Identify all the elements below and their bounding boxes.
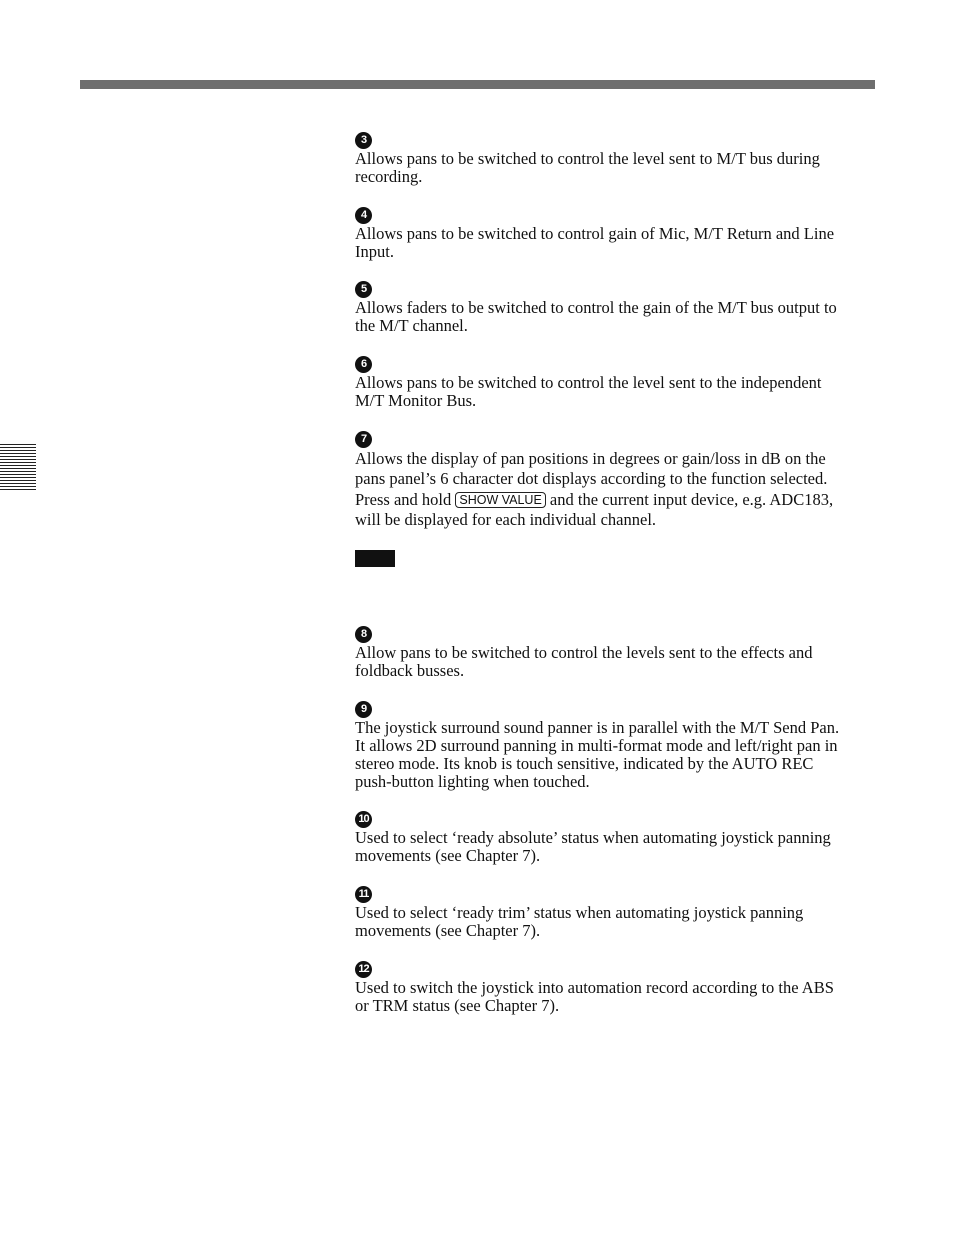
item-8 xyxy=(355,626,875,680)
item-number-badge: 7 xyxy=(355,431,372,448)
item-number-badge: 12 xyxy=(355,961,372,978)
item-description: Used to select ‘ready trim’ status when automating joystick panning movements (see Chapter 7). xyxy=(355,903,804,940)
item-description: Allows pans to be switched to control the level sent to the independent M/T Monitor Bus. xyxy=(355,373,822,410)
item-number-badge: 5 xyxy=(355,281,372,298)
item-number-badge: 4 xyxy=(355,207,372,224)
note-label-box xyxy=(355,550,395,567)
item-12 xyxy=(355,961,875,1015)
item-number-badge: 10 xyxy=(355,811,372,828)
item-number-badge: 6 xyxy=(355,356,372,373)
item-4 xyxy=(355,207,875,261)
item-5 xyxy=(355,281,875,335)
item-3 xyxy=(355,132,875,186)
item-text-after: and the current input device, e.g. ADC183, will be displayed for each individual channel. xyxy=(355,489,834,529)
item-description: Used to select ‘ready absolute’ status when automating joystick panning movements (see Chapter 7). xyxy=(355,828,831,865)
header-rule xyxy=(80,80,875,89)
item-description xyxy=(355,449,875,530)
item-number-badge: 3 xyxy=(355,132,372,149)
show-value-key: SHOW VALUE xyxy=(455,492,545,508)
item-7 xyxy=(355,431,875,530)
item-9 xyxy=(355,701,875,791)
item-10 xyxy=(355,811,875,865)
item-text-before: Allows the display of pan positions in degrees or gain/loss in dB on the pans panel’s 6 character dot displays according to the function selected. Press and hold xyxy=(355,449,828,509)
item-number-badge: 9 xyxy=(355,701,372,718)
item-description: The joystick surround sound panner is in parallel with the M/T Send Pan. It allows 2D surround panning in multi-format mode and left/right pan in stereo mode. Its knob is touch sensitive, indicated by the AUTO REC push-button lighting when touched. xyxy=(355,718,840,791)
item-6 xyxy=(355,356,875,410)
item-description: Allows faders to be switched to control the gain of the M/T bus output to the M/T channel. xyxy=(355,298,837,335)
item-description: Allows pans to be switched to control the level sent to M/T bus during recording. xyxy=(355,149,820,186)
item-description: Allows pans to be switched to control gain of Mic, M/T Return and Line Input. xyxy=(355,224,835,261)
item-number-badge: 11 xyxy=(355,886,372,903)
item-description: Used to switch the joystick into automation record according to the ABS or TRM status (see Chapter 7). xyxy=(355,978,834,1015)
item-11 xyxy=(355,886,875,940)
item-number-badge: 8 xyxy=(355,626,372,643)
chapter-thumb-tab xyxy=(0,444,36,490)
item-description: Allow pans to be switched to control the levels sent to the effects and foldback busses. xyxy=(355,643,813,680)
